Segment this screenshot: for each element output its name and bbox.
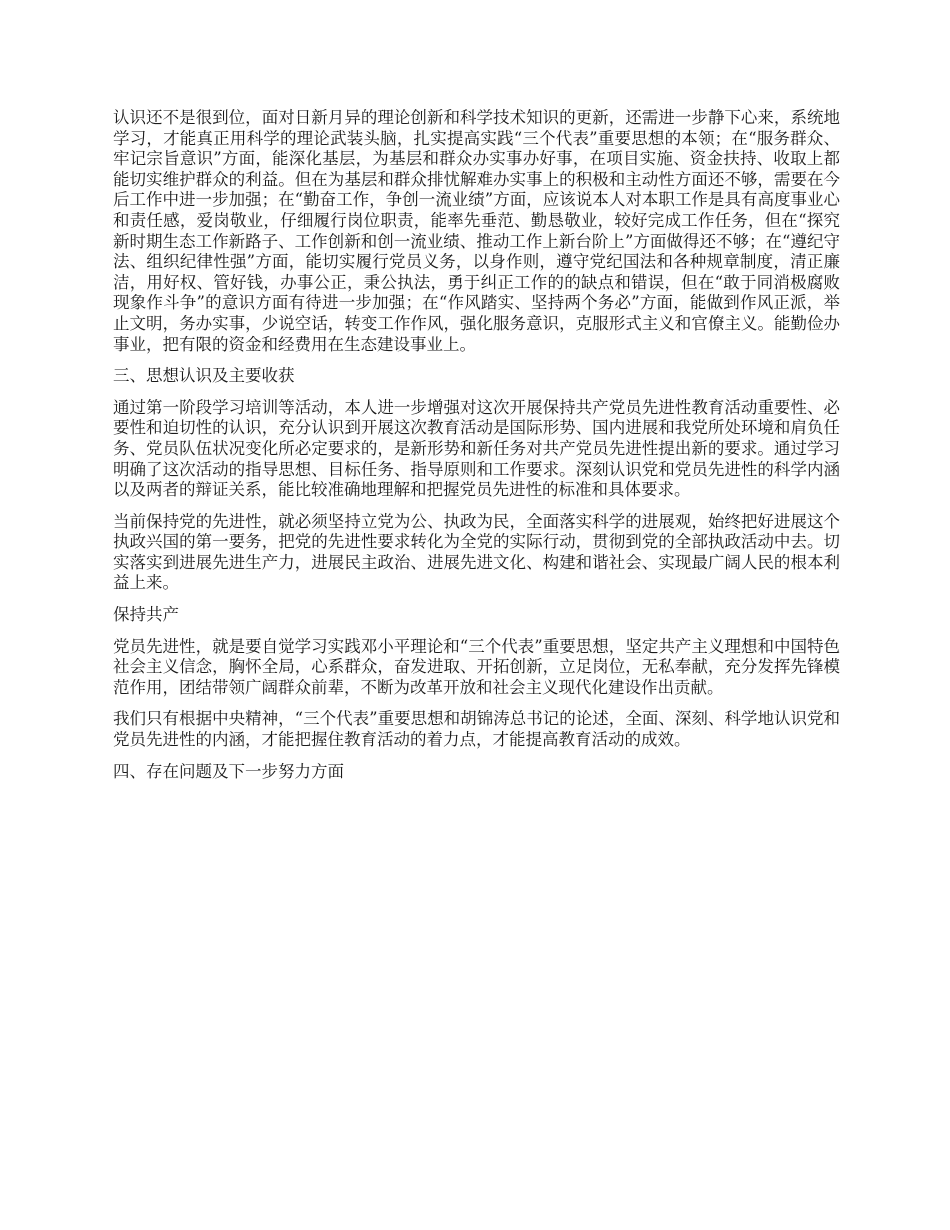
paragraph-self-assessment: 认识还不是很到位，面对日新月异的理论创新和科学技术知识的更新，还需进一步静下心来，系统地学习，才能真正用科学的理论武装头脑，扎实提高实践“三个代表”重要思想的本领；在“服务群众、牢记宗旨意识”方面，能深化基层，为基层和群众办实事办好事，在项目实施、资金扶持、收取上都能切实维护群众的利益。但在为基层和群众排忧解难办实事上的积极和主动性方面还不够，需要在今后工作中进一步加强；在“勤奋工作，争创一流业绩”方面，应该说本人对本职工作是具有高度事业心和责任感，爱岗敬业，仔细履行岗位职责，能率先垂范、勤恳敬业，较好完成工作任务，但在“探究新时期生态工作新路子、工作创新和创一流业绩、推动工作上新台阶上”方面做得还不够；在“遵纪守法、组织纪律性强”方面，能切实履行党员义务，以身作则，遵守党纪国法和各种规章制度，清正廉洁，用好权、管好钱，办事公正，秉公执法，勇于纠正工作的的缺点和错误，但在“敢于同消极腐败现象作斗争”的意识方面有待进一步加强；在“作风踏实、坚持两个务必”方面，能做到作风正派，举止文明，务办实事，少说空话，转变工作作风，强化服务意识，克服形式主义和官僚主义。能勤俭办事业，把有限的资金和经费用在生态建设事业上。 [113, 108, 840, 354]
paragraph-party-advancement: 当前保持党的先进性，就必须坚持立党为公、执政为民，全面落实科学的进展观，始终把好进展这个执政兴国的第一要务，把党的先进性要求转化为全党的实际行动，贯彻到党的全部执政活动中去。切实落实到进展先进生产力，进展民主政治、进展先进文化、构建和谐社会、实现最广阔人民的根本利益上来。 [113, 511, 840, 593]
section-heading-4: 四、存在问题及下一步努力方面 [113, 761, 344, 781]
document-body [113, 108, 840, 793]
paragraph-study-outcomes: 通过第一阶段学习培训等活动，本人进一步增强对这次开展保持共产党员先进性教育活动重要性、必要性和迫切性的认识，充分认识到开展这次教育活动是国际形势、国内进展和我党所处环境和肩负任务、党员队伍状况变化所必定要求的，是新形势和新任务对共产党员先进性提出新的要求。通过学习明确了这次活动的指导思想、目标任务、指导原则和工作要求。深刻认识党和党员先进性的科学内涵以及两者的辩证关系，能比较准确地理解和把握党员先进性的标准和具体要求。 [113, 397, 840, 500]
paragraph-member-advancement: 党员先进性，就是要自觉学习实践邓小平理论和“三个代表”重要思想，坚定共产主义理想和中国特色社会主义信念，胸怀全局，心系群众，奋发进取、开拓创新，立足岗位，无私奉献，充分发挥先锋模范作用，团结带领广阔群众前辈，不断为改革开放和社会主义现代化建设作出贡献。 [113, 636, 840, 697]
paragraph-fragment: 保持共产 [113, 605, 179, 625]
paragraph-central-spirit: 我们只有根据中央精神，“三个代表”重要思想和胡锦涛总书记的论述，全面、深刻、科学地认识党和党员先进性的内涵，才能把握住教育活动的着力点，才能提高教育活动的成效。 [113, 709, 840, 750]
section-heading-3: 三、思想认识及主要收获 [113, 366, 295, 386]
